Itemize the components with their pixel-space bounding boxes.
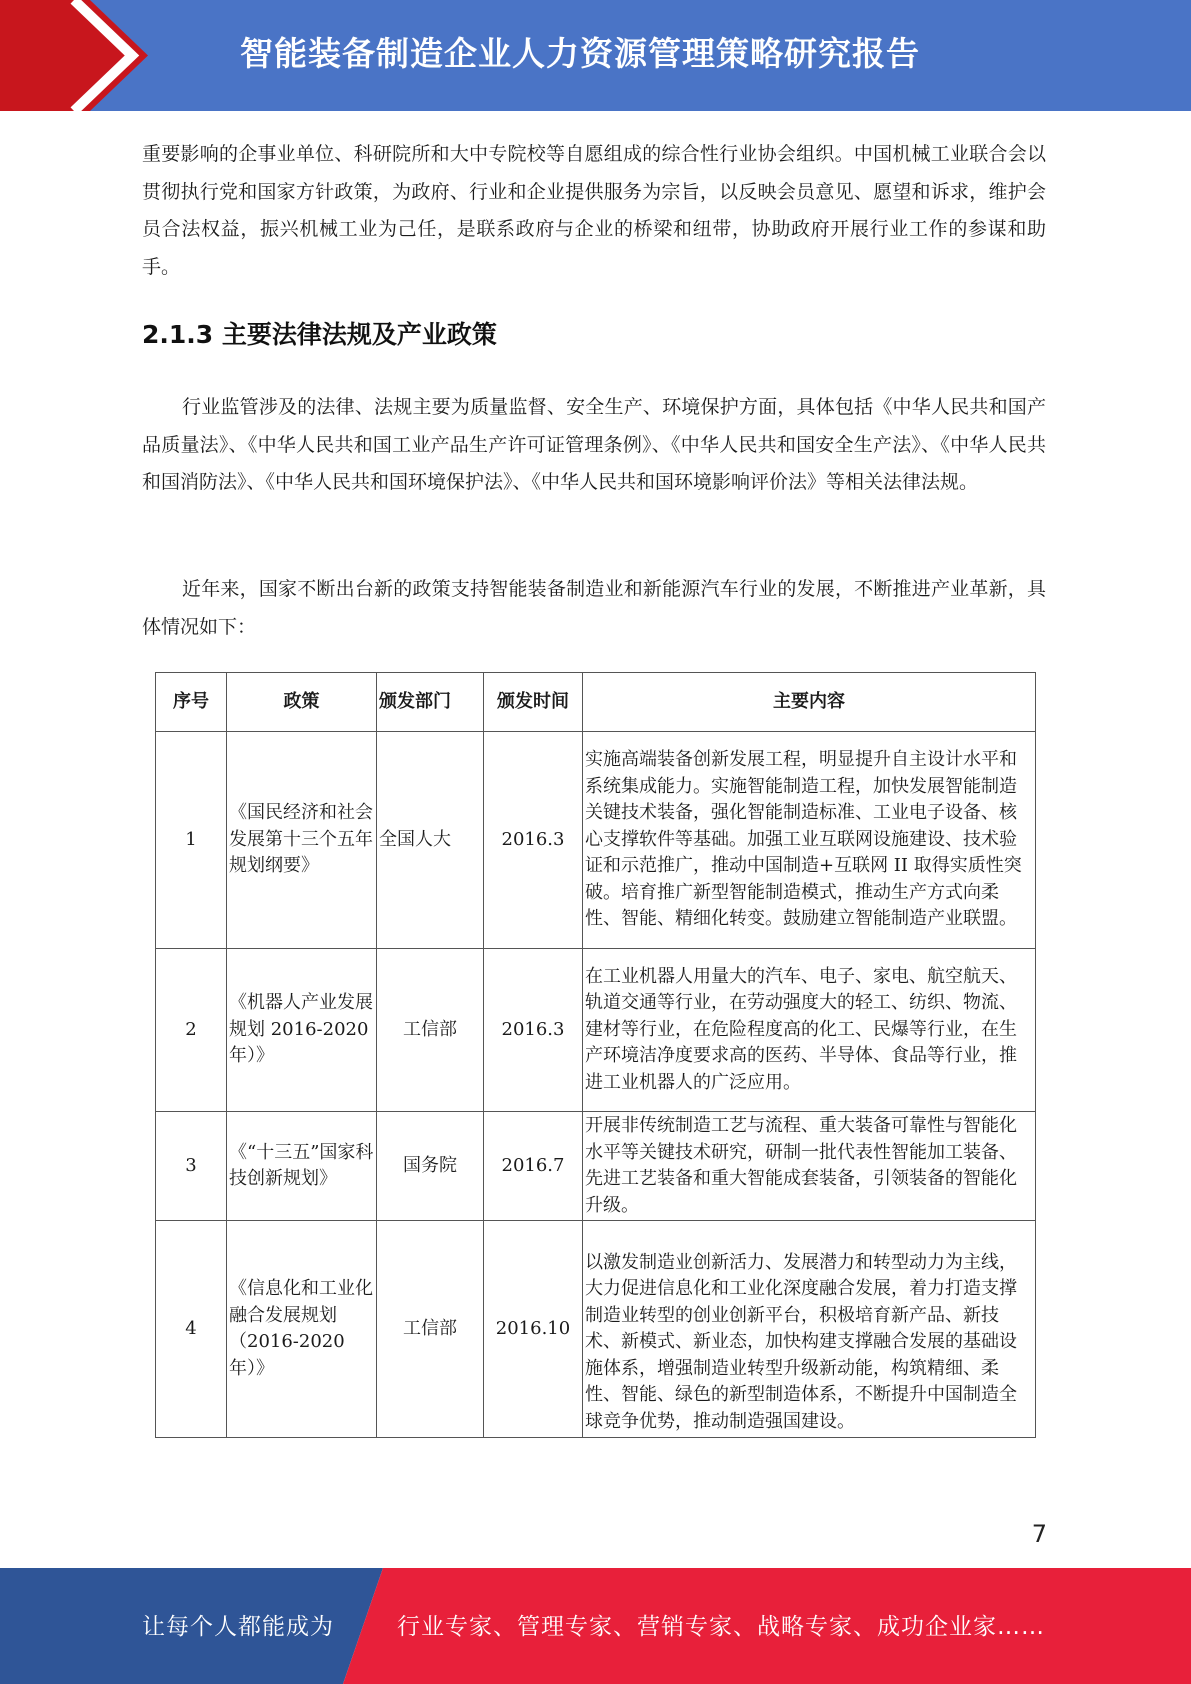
paragraph-association: 重要影响的企事业单位、科研院所和大中专院校等自愿组成的综合性行业协会组织。中国机械工业联合会以贯彻执行党和国家方针政策，为政府、行业和企业提供服务为宗旨，以反映会员意见、愿望和诉求，维护会员合法权益，振兴机械工业为己任，是联系政府与企业的桥梁和纽带，协助政府开展行业工作的参谋和助手。 xyxy=(142,143,1046,278)
row-no: 3 xyxy=(156,1112,227,1221)
row-date: 2016.3 xyxy=(484,949,583,1112)
row-content: 实施高端装备创新发展工程，明显提升自主设计水平和系统集成能力。实施智能制造工程，加快发展智能制造关键技术装备，强化智能制造标准、工业电子设备、核心支撑软件等基础。加强工业互联网设施建设、技术验证和示范推广，推动中国制造+互联网 II 取得实质性突破。培育推广新型智能制造模式，推动生产方式向柔性、智能、精细化转变。鼓励建立智能制造产业联盟。 xyxy=(583,732,1036,949)
row-no: 4 xyxy=(156,1221,227,1438)
header-content: 主要内容 xyxy=(583,673,1036,732)
footer-slogan-left: 让每个人都能成为 xyxy=(142,1614,334,1640)
row-dept: 国务院 xyxy=(377,1112,484,1221)
row-no: 1 xyxy=(156,732,227,949)
paragraph-laws: 行业监管涉及的法律、法规主要为质量监督、安全生产、环境保护方面，具体包括《中华人民共和国产品质量法》、《中华人民共和国工业产品生产许可证管理条例》、《中华人民共和国安全生产法》、《中华人民共和国消防法》、《中华人民共和国环境保护法》、《中华人民共和国环境影响评价法》等相关法律法规。 xyxy=(142,396,1046,493)
body-text-block-3 xyxy=(142,571,1046,646)
row-policy: 《“十三五”国家科技创新规划》 xyxy=(227,1112,377,1221)
row-date: 2016.10 xyxy=(484,1221,583,1438)
table-row xyxy=(156,949,1036,1112)
header-banner xyxy=(0,0,1191,111)
table-row xyxy=(156,1221,1036,1438)
row-policy: 《机器人产业发展规划 2016-2020 年）》 xyxy=(227,949,377,1112)
table-row xyxy=(156,732,1036,949)
table-row xyxy=(156,1112,1036,1221)
row-dept: 工信部 xyxy=(377,949,484,1112)
row-no: 2 xyxy=(156,949,227,1112)
row-dept: 工信部 xyxy=(377,1221,484,1438)
footer-banner xyxy=(0,1568,1191,1684)
arrow-decoration-icon xyxy=(0,0,170,111)
section-heading: 2.1.3 主要法律法规及产业政策 xyxy=(142,320,497,349)
footer-slogan-right: 行业专家、管理专家、营销专家、战略专家、成功企业家…… xyxy=(397,1614,1045,1640)
policy-table xyxy=(155,672,1036,1438)
header-date: 颁发时间 xyxy=(484,673,583,732)
row-content: 以激发制造业创新活力、发展潜力和转型动力为主线，大力促进信息化和工业化深度融合发展，着力打造支撑制造业转型的创业创新平台，积极培育新产品、新技术、新模式、新业态，加快构建支撑融合发展的基础设施体系，增强制造业转型升级新动能，构筑精细、柔性、智能、绿色的新型制造体系，不断提升中国制造全球竞争优势，推动制造强国建设。 xyxy=(583,1221,1036,1438)
body-text-block-1 xyxy=(142,136,1046,286)
header-policy: 政策 xyxy=(227,673,377,732)
row-policy: 《国民经济和社会发展第十三个五年规划纲要》 xyxy=(227,732,377,949)
page-number: 7 xyxy=(1031,1520,1047,1548)
row-content: 在工业机器人用量大的汽车、电子、家电、航空航天、轨道交通等行业，在劳动强度大的轻工、纺织、物流、建材等行业，在危险程度高的化工、民爆等行业，在生产环境洁净度要求高的医药、半导体、食品等行业，推进工业机器人的广泛应用。 xyxy=(583,949,1036,1112)
row-dept: 全国人大 xyxy=(377,732,484,949)
report-title: 智能装备制造企业人力资源管理策略研究报告 xyxy=(240,34,920,73)
header-no: 序号 xyxy=(156,673,227,732)
row-date: 2016.7 xyxy=(484,1112,583,1221)
row-policy: 《信息化和工业化融合发展规划（2016-2020 年）》 xyxy=(227,1221,377,1438)
header-dept: 颁发部门 xyxy=(377,673,484,732)
row-content: 开展非传统制造工艺与流程、重大装备可靠性与智能化水平等关键技术研究，研制一批代表性智能加工装备、先进工艺装备和重大智能成套装备，引领装备的智能化升级。 xyxy=(583,1112,1036,1221)
row-date: 2016.3 xyxy=(484,732,583,949)
table-header-row xyxy=(156,673,1036,732)
body-text-block-2 xyxy=(142,389,1046,502)
paragraph-policies-intro: 近年来，国家不断出台新的政策支持智能装备制造业和新能源汽车行业的发展，不断推进产业革新，具体情况如下： xyxy=(142,578,1046,638)
